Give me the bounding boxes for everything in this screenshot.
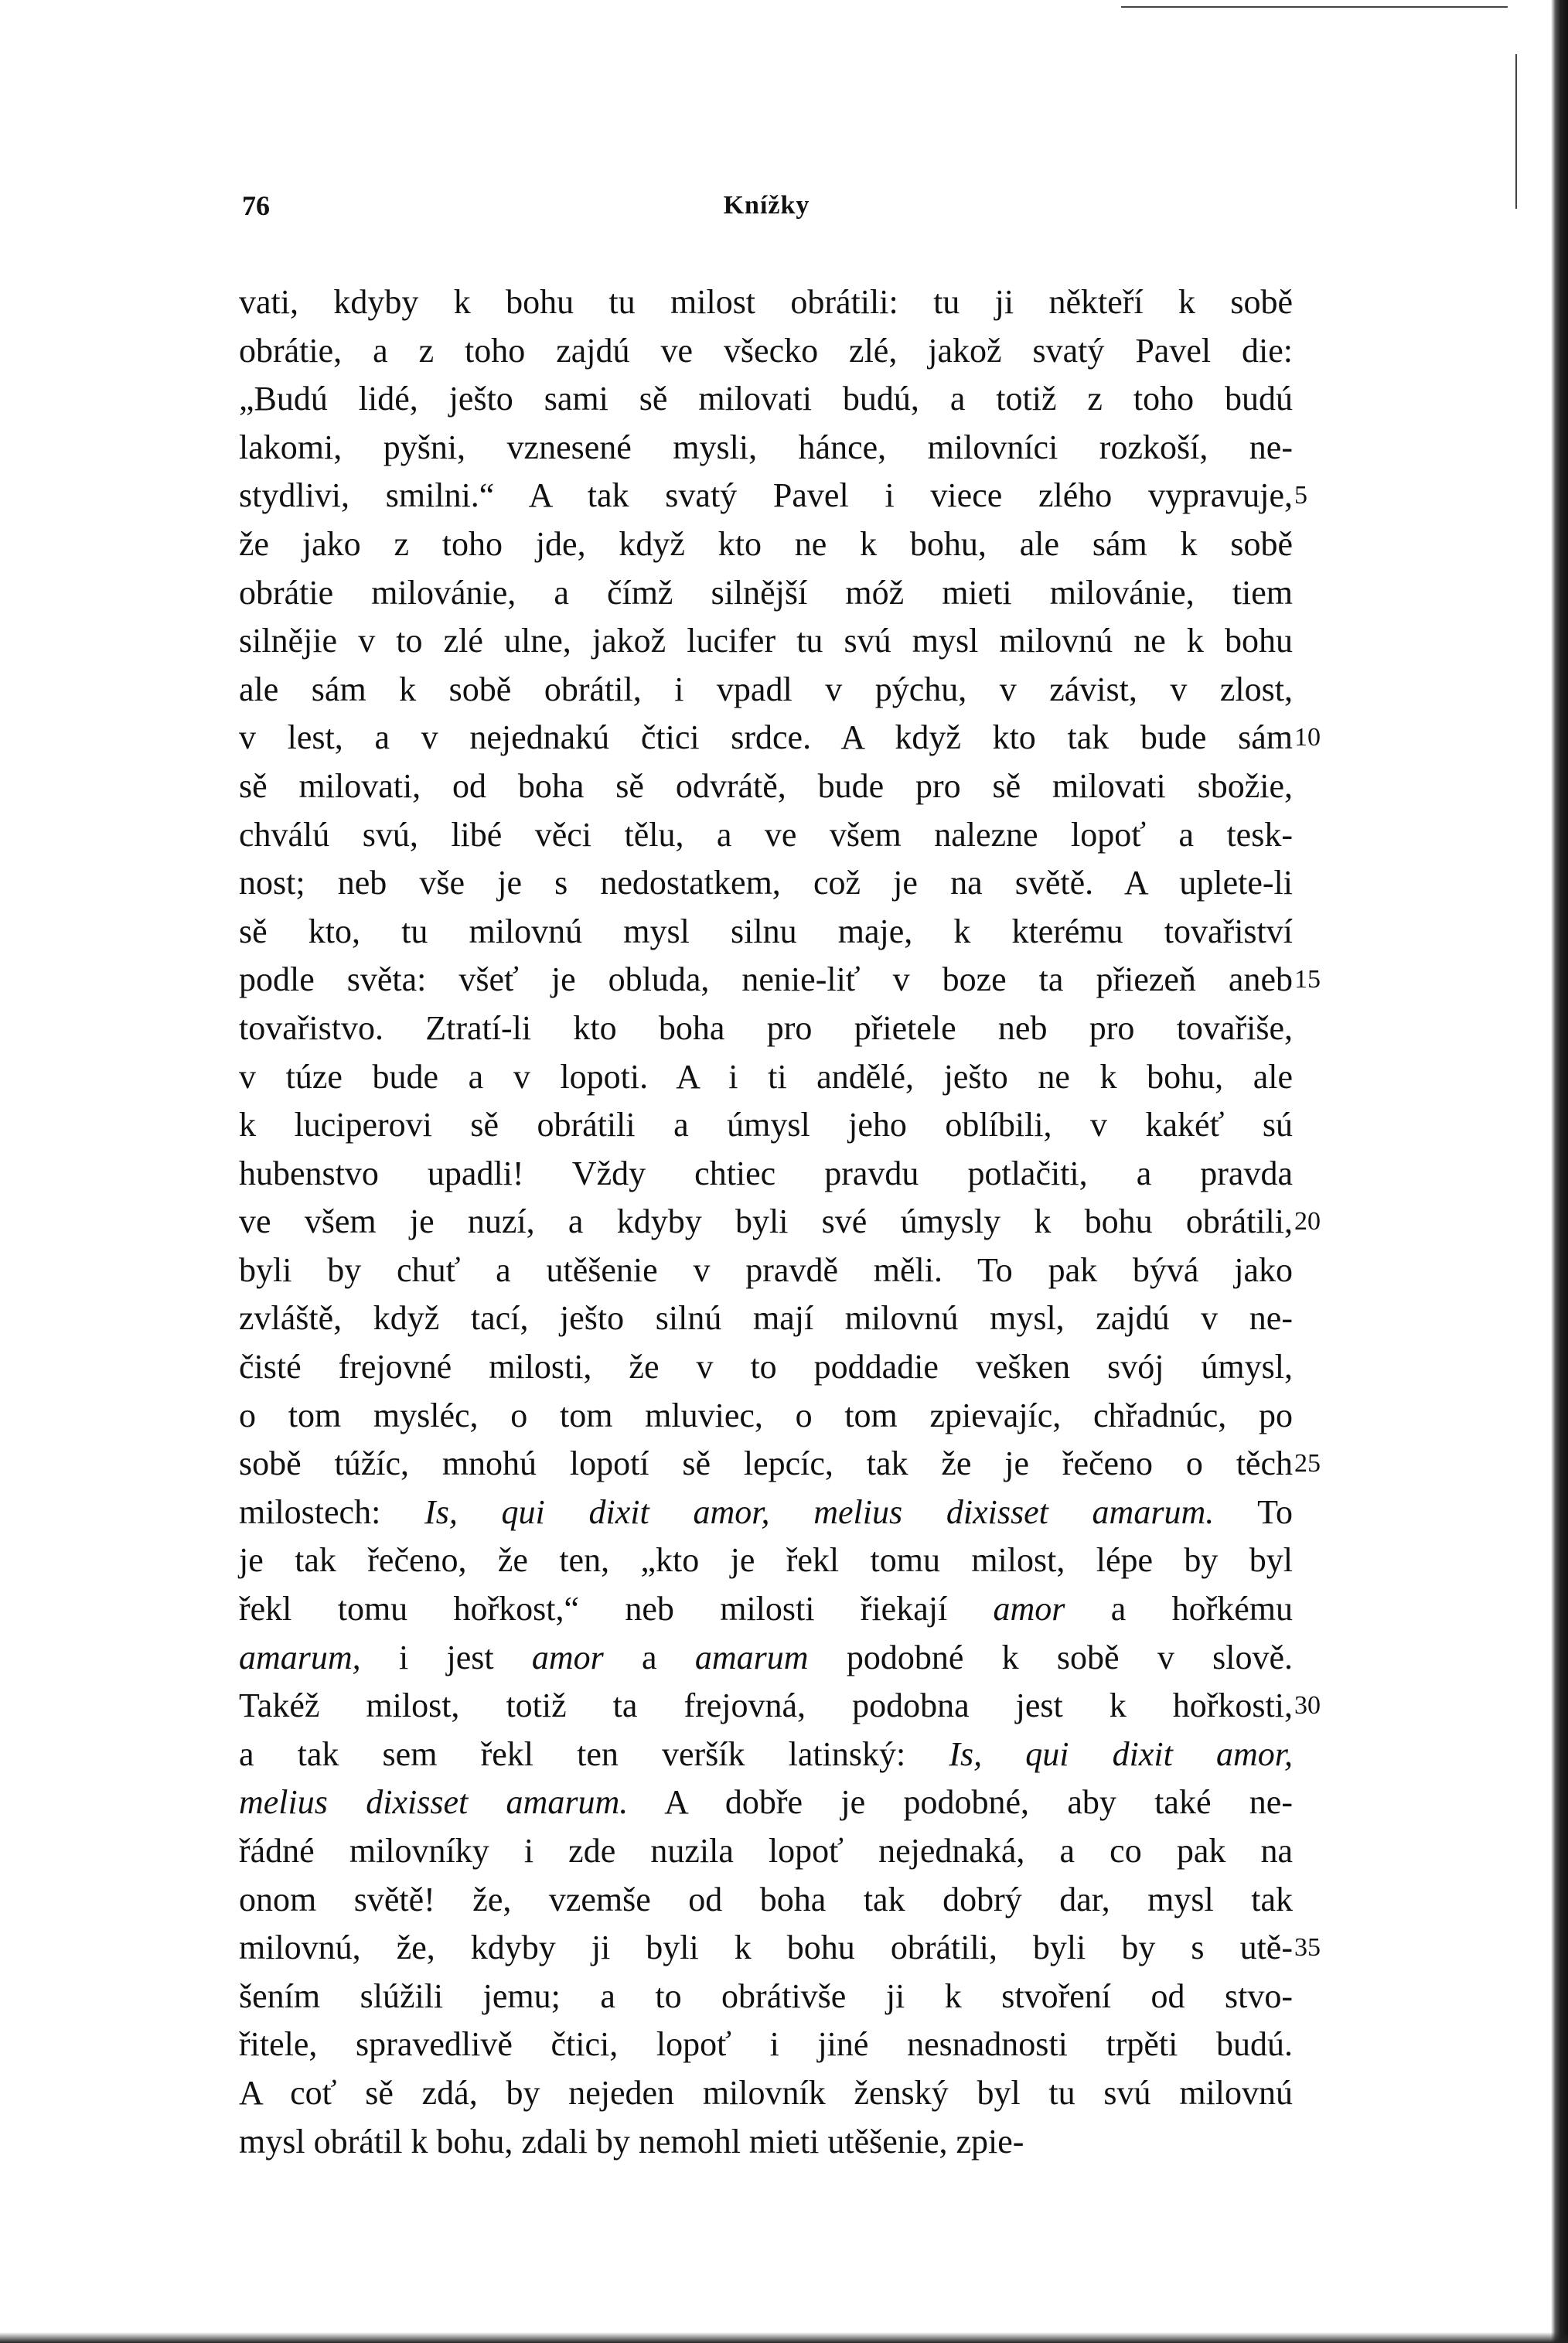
italic-latin-text: Is, qui dixit amor, melius dixisset amarum. [424, 1492, 1215, 1531]
line-text [239, 1343, 1293, 1392]
text-run: To [1214, 1492, 1293, 1531]
line-text [239, 520, 1293, 569]
line-text [239, 714, 1293, 762]
text-line [239, 569, 1293, 618]
italic-latin-text: amor [531, 1638, 604, 1676]
text-run: v túze bude a v lopoti. A i ti andělé, ješto ne k bohu, ale [239, 1057, 1293, 1096]
text-line [239, 762, 1293, 811]
italic-latin-text: amor [993, 1590, 1065, 1629]
text-run: byli by chuť a utěšenie v pravdě měli. To pak bývá jako [239, 1250, 1293, 1289]
text-line [239, 714, 1321, 762]
text-run: onom světě! že, vzemše od boha tak dobrý dar, mysl tak [239, 1880, 1293, 1918]
text-line [239, 1489, 1293, 1537]
line-number: 5 [1294, 481, 1307, 510]
line-text [239, 1392, 1293, 1441]
text-line [239, 1150, 1293, 1199]
text-run: řekl tomu hořkost,“ neb milosti řiekají [239, 1590, 994, 1629]
line-text [239, 2069, 1293, 2118]
line-text [239, 666, 1293, 714]
line-text [239, 1198, 1293, 1247]
text-line [239, 1827, 1293, 1876]
line-text [239, 1731, 1293, 1779]
text-line [239, 1536, 1293, 1585]
text-run: milostech: [239, 1492, 425, 1531]
line-text [239, 1827, 1293, 1876]
line-text [239, 2118, 1293, 2167]
text-line [239, 1682, 1321, 1731]
line-number: 10 [1294, 723, 1321, 752]
text-line [239, 1876, 1293, 1925]
text-line [239, 1247, 1293, 1295]
text-line [239, 1973, 1293, 2021]
text-line [239, 1343, 1293, 1392]
text-run: a tak sem řekl ten veršík latinský: [239, 1734, 949, 1773]
text-run: chválú svú, libé věci tělu, a ve všem nalezne lopoť a tesk- [239, 815, 1293, 854]
line-text [239, 1682, 1293, 1731]
line-text [239, 1489, 1293, 1537]
line-text [239, 1294, 1293, 1343]
text-line [239, 617, 1293, 666]
text-run: řitele, spravedlivě čtici, lopoť i jiné nesnadnosti trpěti budú. [239, 2025, 1293, 2064]
italic-latin-text: Is, qui dixit amor, [949, 1734, 1293, 1773]
italic-latin-text: melius dixisset amarum. [239, 1783, 629, 1822]
text-run: stydlivi, smilni.“ A tak svatý Pavel i viece zlého vypravuje, [239, 476, 1293, 515]
line-text [239, 278, 1293, 327]
crop-mark-right [1515, 54, 1517, 209]
scan-right-edge [1551, 0, 1568, 2343]
line-number: 15 [1294, 965, 1321, 994]
line-text [239, 762, 1293, 811]
text-run: podle světa: všeť je obluda, nenie-liť v boze ta přiezeň aneb [239, 960, 1293, 999]
text-run: ve všem je nuzí, a kdyby byli své úmysly k bohu obrátili, [239, 1202, 1293, 1241]
line-text [239, 1779, 1293, 1827]
text-line [239, 1004, 1293, 1053]
text-run: k luciperovi sě obrátili a úmysl jeho oblíbili, v kakéť sú [239, 1106, 1293, 1144]
text-run: sě milovati, od boha sě odvrátě, bude pro sě milovati sbožie, [239, 766, 1293, 805]
line-text [239, 1004, 1293, 1053]
text-run: nost; neb vše je s nedostatkem, což je na světě. A uplete-li [239, 864, 1293, 902]
line-text [239, 472, 1293, 520]
text-line [239, 666, 1293, 714]
text-run: šením slúžili jemu; a to obrátivše ji k stvoření od stvo- [239, 1976, 1293, 2015]
line-number: 20 [1294, 1207, 1321, 1236]
text-run: čisté frejovné milosti, že v to poddadie vešken svój úmysl, [239, 1348, 1293, 1386]
text-run: lakomi, pyšni, vznesené mysli, hánce, milovníci rozkoší, ne- [239, 428, 1293, 466]
text-line [239, 2021, 1293, 2069]
text-run: podobné k sobě v slově. [808, 1638, 1294, 1676]
line-text [239, 1585, 1293, 1634]
text-run: i jest [360, 1638, 532, 1676]
text-line [239, 327, 1293, 376]
text-line [239, 1440, 1321, 1489]
text-run: hubenstvo upadli! Vždy chtiec pravdu potlačiti, a pravda [239, 1154, 1293, 1192]
text-block [239, 278, 1321, 2166]
line-text [239, 859, 1293, 908]
text-run: obrátie, a z toho zajdú ve všecko zlé, jakož svatý Pavel die: [239, 331, 1293, 370]
text-line [239, 278, 1293, 327]
line-text [239, 1247, 1293, 1295]
text-run: řádné milovníky i zde nuzila lopoť nejednaká, a co pak na [239, 1832, 1293, 1870]
text-run: o tom mysléc, o tom mluviec, o tom zpievajíc, chřadnúc, po [239, 1396, 1293, 1434]
line-text [239, 1150, 1293, 1199]
line-text [239, 1101, 1293, 1150]
text-line [239, 424, 1293, 472]
text-line [239, 1392, 1293, 1441]
text-run: Takéž milost, totiž ta frejovná, podobna jest k hořkosti, [239, 1686, 1293, 1725]
text-line [239, 908, 1293, 957]
line-number: 35 [1294, 1933, 1321, 1963]
text-line [239, 1585, 1293, 1634]
text-run: ale sám k sobě obrátil, i vpadl v pýchu, v závist, v zlost, [239, 670, 1293, 708]
text-run: sě kto, tu milovnú mysl silnu maje, k kterému tovařiství [239, 912, 1293, 950]
line-text [239, 956, 1293, 1004]
line-number: 30 [1294, 1691, 1321, 1721]
italic-latin-text: amarum [694, 1638, 809, 1676]
line-text [239, 327, 1293, 376]
text-run: v lest, a v nejednakú čtici srdce. A když kto tak bude sám [239, 718, 1293, 757]
line-text [239, 1440, 1293, 1489]
text-line [239, 2069, 1293, 2118]
line-text [239, 2021, 1293, 2069]
running-head: Knížky [723, 191, 810, 220]
line-text [239, 424, 1293, 472]
text-line [239, 1924, 1321, 1973]
line-text [239, 908, 1293, 957]
text-run: „Budú lidé, ješto sami sě milovati budú, a totiž z toho budú [239, 380, 1293, 418]
text-line [239, 375, 1293, 424]
text-line [239, 1779, 1293, 1827]
text-line [239, 1634, 1293, 1683]
text-line [239, 1294, 1293, 1343]
text-line [239, 520, 1293, 569]
text-line [239, 472, 1307, 520]
italic-latin-text: amarum, [239, 1638, 361, 1676]
text-run: je tak řečeno, že ten, „kto je řekl tomu milost, lépe by byl [239, 1541, 1293, 1580]
text-run: A dobře je podobné, aby také ne- [628, 1783, 1293, 1822]
line-text [239, 375, 1293, 424]
line-text [239, 569, 1293, 618]
text-run: že jako z toho jde, když kto ne k bohu, ale sám k sobě [239, 524, 1293, 563]
text-run: vati, kdyby k bohu tu milost obrátili: tu ji někteří k sobě [239, 283, 1293, 321]
text-run: obrátie milovánie, a čímž silnější móž mieti milovánie, tiem [239, 573, 1293, 612]
text-line [239, 811, 1293, 860]
line-text [239, 1536, 1293, 1585]
crop-mark-top [1121, 6, 1508, 8]
text-line [239, 1101, 1293, 1150]
text-run: zvláště, když tací, ješto silnú mají milovnú mysl, zajdú v ne- [239, 1299, 1293, 1338]
text-line [239, 1198, 1321, 1247]
line-number: 25 [1294, 1449, 1321, 1478]
line-text [239, 1973, 1293, 2021]
text-run: silnějie v to zlé ulne, jakož lucifer tu svú mysl milovnú ne k bohu [239, 622, 1293, 660]
scan-bottom-edge [0, 2332, 1568, 2343]
text-run: mysl obrátil k bohu, zdali by nemohl mieti utěšenie, zpie- [239, 2122, 1024, 2161]
text-line [239, 859, 1293, 908]
page-header [242, 189, 1291, 228]
text-run: milovnú, že, kdyby ji byli k bohu obrátili, byli by s utě- [239, 1929, 1293, 1967]
line-text [239, 1876, 1293, 1925]
text-run: a [603, 1638, 695, 1676]
text-line [239, 956, 1321, 1004]
line-text [239, 1053, 1293, 1102]
text-run: tovařistvo. Ztratí-li kto boha pro přietele neb pro tovařiše, [239, 1008, 1293, 1047]
page-number: 76 [242, 190, 270, 221]
line-text [239, 1924, 1293, 1973]
line-text [239, 811, 1293, 860]
text-line [239, 1731, 1293, 1779]
text-run: sobě túžíc, mnohú lopotí sě lepcíc, tak že je řečeno o těch [239, 1444, 1293, 1483]
text-line [239, 2118, 1293, 2167]
line-text [239, 1634, 1293, 1683]
text-run: A coť sě zdá, by nejeden milovník ženský byl tu svú milovnú [239, 2073, 1293, 2112]
text-line [239, 1053, 1293, 1102]
line-text [239, 617, 1293, 666]
text-run: a hořkému [1065, 1590, 1294, 1629]
